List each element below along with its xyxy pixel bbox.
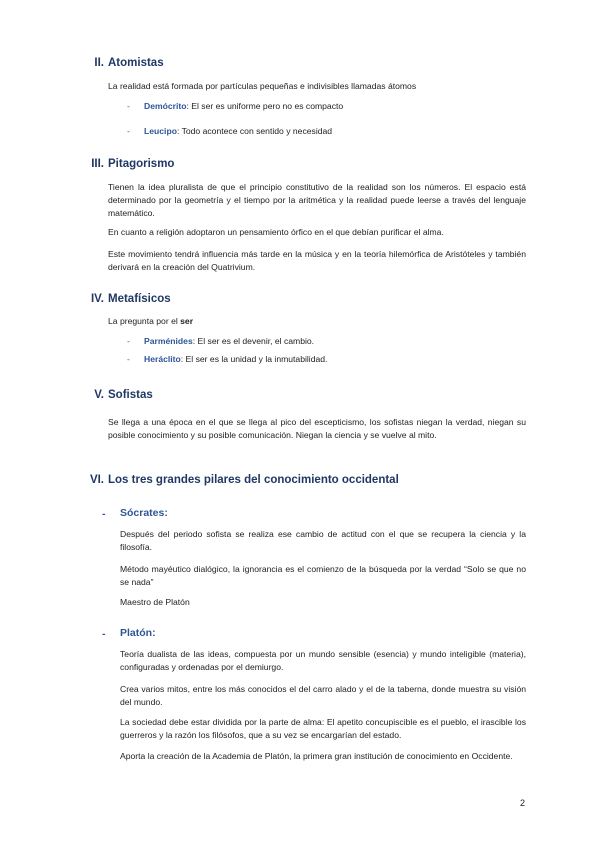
bullet-parmenides bbox=[144, 335, 314, 348]
subsection-title-platon: Platón: bbox=[120, 627, 156, 639]
section-number: V. bbox=[94, 389, 104, 401]
paragraph: En cuanto a religión adoptaron un pensamiento órfico en el que debían purificar el alma. bbox=[108, 227, 444, 237]
paragraph: Aporta la creación de la Academia de Platón, la primera gran institución de conocimiento en Occidente. bbox=[120, 751, 513, 761]
bullet-heraclito bbox=[144, 353, 327, 366]
bullet-dash: - bbox=[127, 354, 130, 364]
intro-bold: ser bbox=[180, 316, 194, 326]
section-intro bbox=[108, 315, 526, 328]
paragraph: Maestro de Platón bbox=[120, 597, 190, 607]
bullet-text: : Todo acontece con sentido y necesidad bbox=[176, 126, 333, 136]
paragraph: Crea varios mitos, entre los más conocidos el del carro alado y el de la taberna, donde muestra su visión del mundo. bbox=[120, 684, 526, 707]
bullet-label: Parménides bbox=[144, 336, 193, 346]
bullet-label: Leucipo bbox=[144, 126, 177, 136]
paragraph: Después del periodo sofista se realiza ese cambio de actitud con el que se recupera la ciencia y la filosofía. bbox=[120, 529, 526, 552]
bullet-democrito bbox=[144, 100, 343, 113]
section-title: Los tres grandes pilares del conocimiento occidental bbox=[108, 474, 399, 486]
bullet-dash: - bbox=[127, 101, 130, 111]
subsection-dash: - bbox=[102, 508, 106, 520]
section-number: II. bbox=[94, 57, 104, 69]
paragraph: Tienen la idea pluralista de que el principio constitutivo de la realidad son los números. El espacio está determinado por la geometría y el tiempo por la aritmética y la realidad puede leerse a través del lenguaje matemático. bbox=[108, 182, 526, 218]
paragraph: La sociedad debe estar dividida por la parte de alma: El apetito concupiscible es el pueblo, el irascible los guerreros y la razón los filósofos, que a su vez se encargarían del estado. bbox=[120, 717, 526, 740]
section-number: VI. bbox=[89, 474, 104, 486]
bullet-dash: - bbox=[127, 126, 130, 136]
page-number: 2 bbox=[520, 798, 526, 808]
bullet-text: : El ser es el devenir, el cambio. bbox=[192, 336, 315, 346]
subsection-title-socrates: Sócrates: bbox=[120, 507, 168, 519]
subsection-dash: - bbox=[102, 628, 106, 640]
bullet-label: Demócrito bbox=[144, 101, 187, 111]
paragraph: Este movimiento tendrá influencia más tarde en la música y en la teoría hilemórfica de Aristóteles y también derivará en la creación del Quatrivium. bbox=[108, 249, 526, 272]
bullet-text: : El ser es la unidad y la inmutabilidad. bbox=[180, 354, 328, 364]
bullet-dash: - bbox=[127, 336, 130, 346]
section-number: III. bbox=[91, 158, 104, 170]
intro-text: La pregunta por el bbox=[108, 316, 181, 326]
bullet-text: : El ser es uniforme pero no es compacto bbox=[186, 101, 344, 111]
section-title: Atomistas bbox=[108, 57, 164, 69]
paragraph: Se llega a una época en el que se llega al pico del escepticismo, los sofistas niegan la verdad, niegan su posible conocimiento y su posible comunicación. Niegan la ciencia y se vuelve al mito. bbox=[108, 417, 526, 440]
section-number: IV. bbox=[90, 293, 104, 305]
section-title: Metafísicos bbox=[108, 293, 171, 305]
section-intro: La realidad está formada por partículas pequeñas e indivisibles llamadas átomos bbox=[108, 81, 417, 91]
paragraph: Método mayéutico dialógico, la ignorancia es el comienzo de la búsqueda por la verdad “Solo se que no se nada” bbox=[120, 564, 526, 587]
bullet-leucipo bbox=[144, 125, 332, 138]
section-title: Sofistas bbox=[108, 389, 153, 401]
section-title: Pitagorismo bbox=[108, 158, 175, 170]
bullet-label: Heráclito bbox=[144, 354, 181, 364]
paragraph: Teoría dualista de las ideas, compuesta por un mundo sensible (esencia) y mundo inteligible (materia), configuradas y ordenadas por el demiurgo. bbox=[120, 649, 526, 672]
